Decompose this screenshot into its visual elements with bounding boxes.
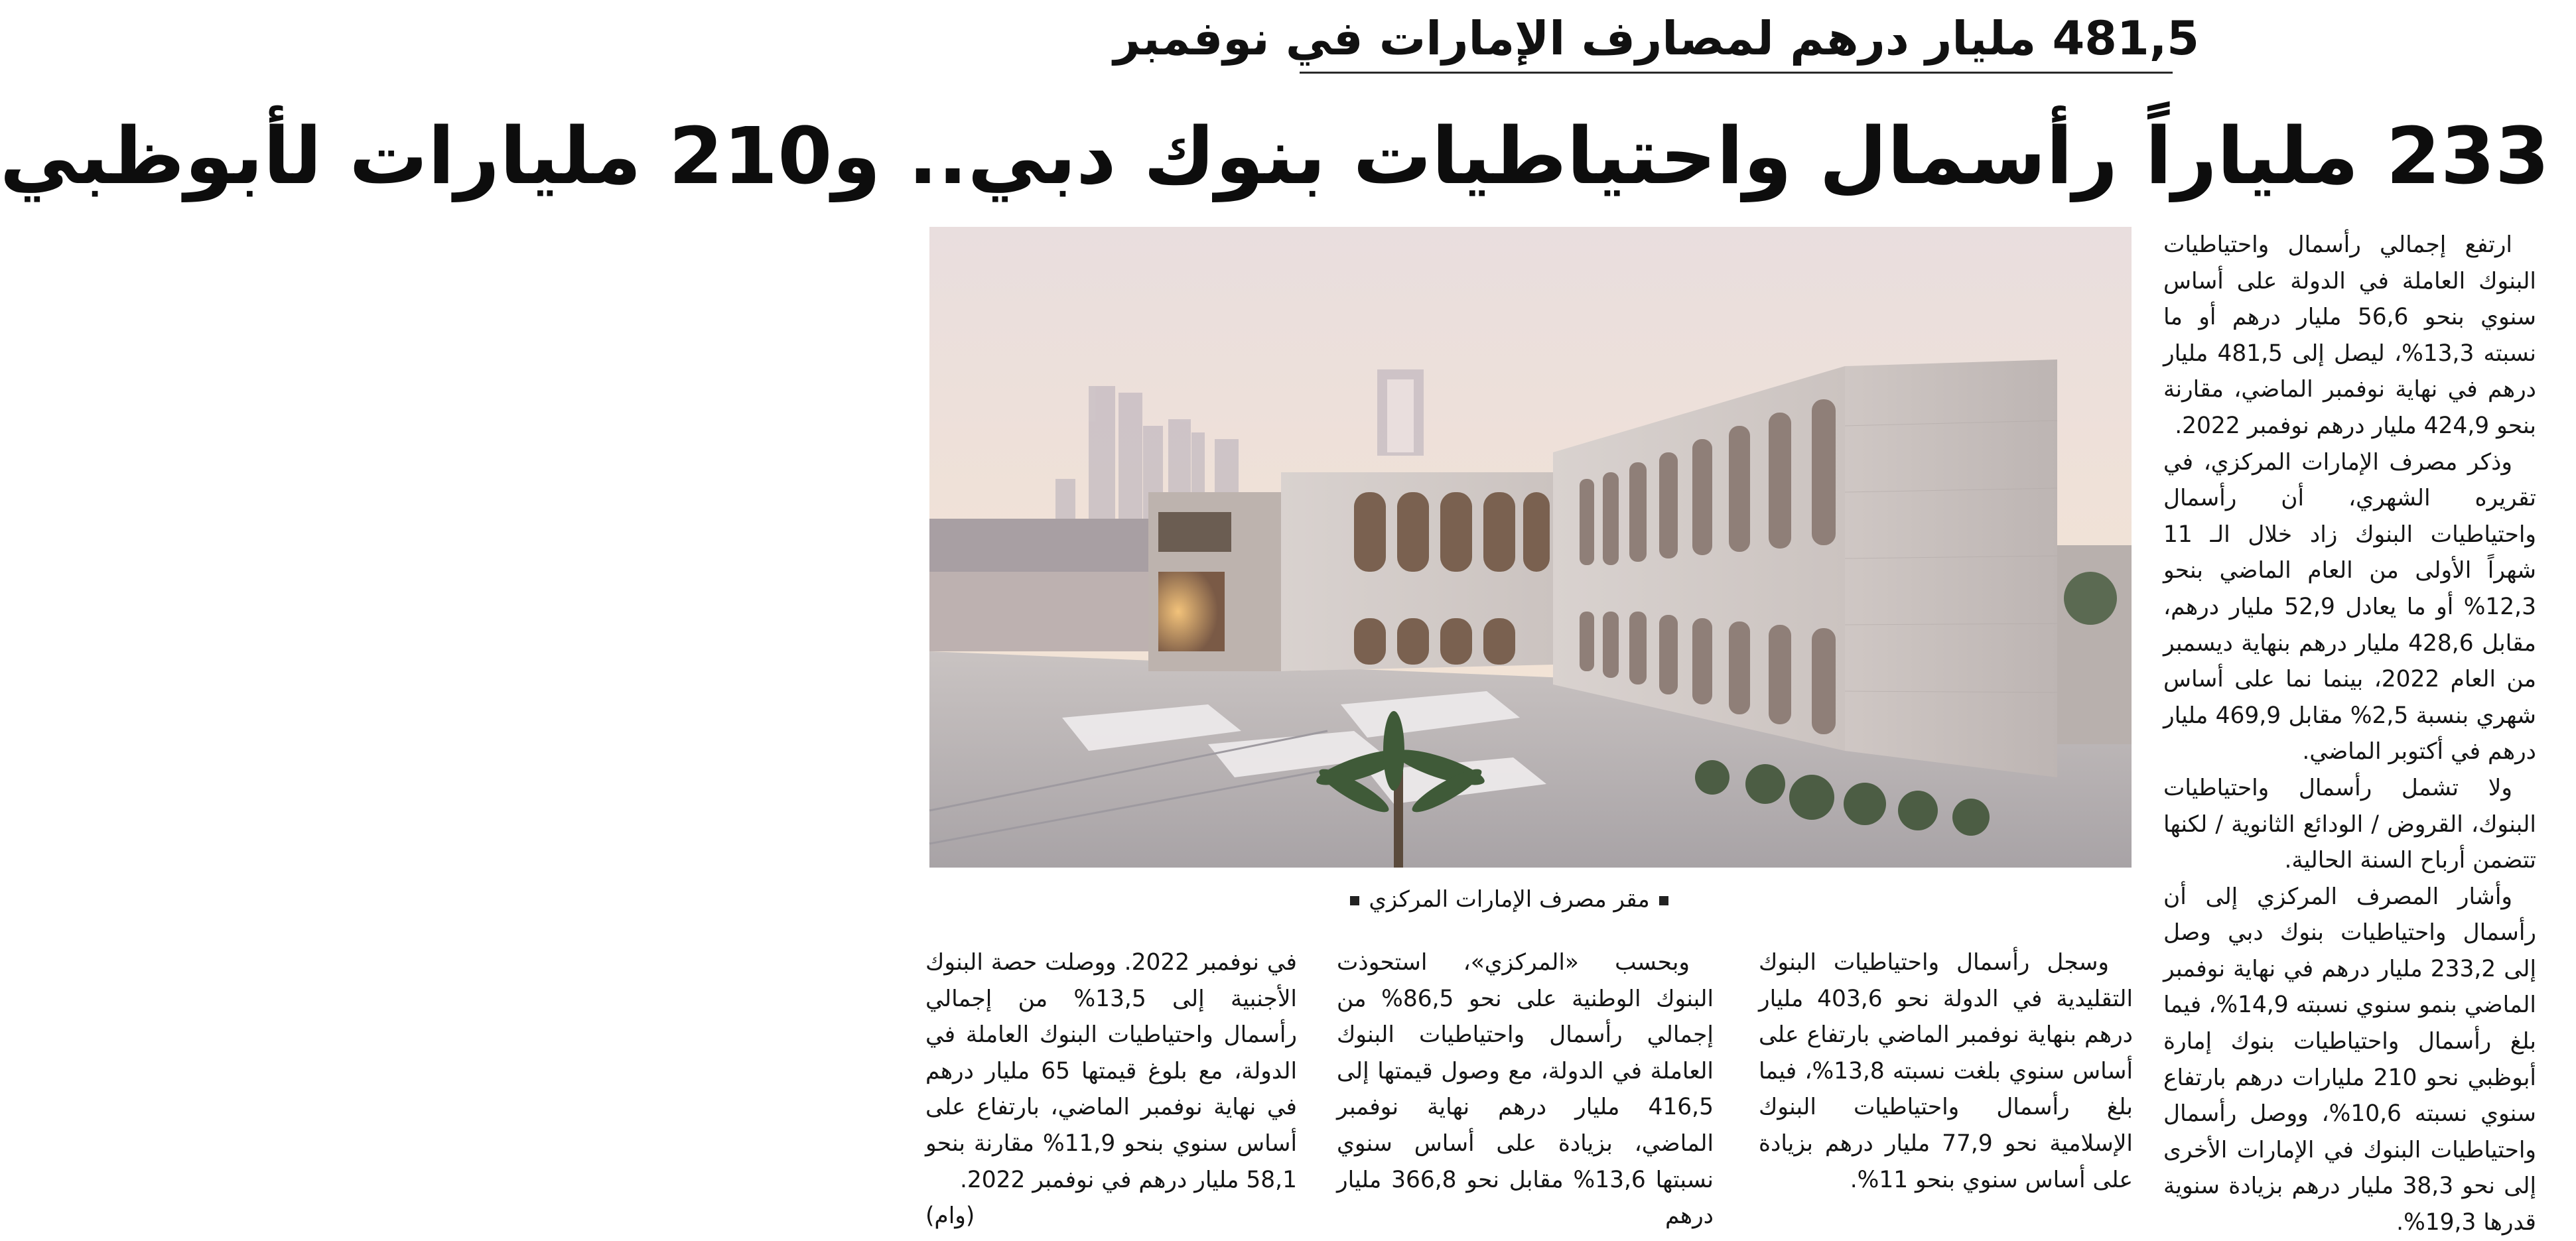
caption-bullet-icon — [1659, 896, 1668, 905]
news-agency-credit: (وام) — [925, 1203, 975, 1230]
paragraph: ولا تشمل رأسمال واحتياطيات البنوك، القروض / الودائع الثانوية / لكنها تتضمن أرباح السنة الحالية. — [2163, 774, 2536, 874]
caption-text: مقر مصرف الإمارات المركزي — [1369, 886, 1650, 913]
main-headline: 233 ملياراً رأسمال واحتياطيات بنوك دبي.. و210 مليارات لأبوظبي — [0, 110, 2549, 202]
photo-caption — [1323, 880, 1695, 919]
paragraph-text: في نوفمبر 2022. ووصلت حصة البنوك الأجنبية إلى 13,5% من إجمالي رأسمال واحتياطيات البنوك العاملة في الدولة، مع بلوغ قيمتها 65 مليار درهم في نهاية نوفمبر الماضي، بارتفاع على أساس سنوي بنحو 11,9% مقارنة بنحو 58,1 مليار درهم في نوفمبر 2022. — [925, 949, 1297, 1193]
paragraph: وسجل رأسمال واحتياطيات البنوك التقليدية في الدولة نحو 403,6 مليار درهم بنهاية نوفمبر الماضي بارتفاع على أساس سنوي بلغت نسبته 13,8%، فيما بلغ رأسمال واحتياطيات البنوك الإسلامية نحو 77,9 مليار درهم بزيادة على أساس سنوي بنحو 11%. — [1759, 949, 2134, 1193]
kicker-divider — [1300, 72, 2173, 74]
article-column-main — [2163, 227, 2537, 1236]
building-photo-illustration — [929, 227, 2132, 868]
building-photo — [929, 227, 2132, 868]
caption-bullet-icon — [1350, 896, 1359, 905]
paragraph: وذكر مصرف الإمارات المركزي، في تقريره الشهري، أن رأسمال واحتياطيات البنوك زاد خلال الـ 11 شهراً الأولى من العام الماضي بنحو 12,3% أو ما يعادل 52,9 مليار درهم، مقابل 428,6 مليار درهم بنهاية ديسمبر من العام 2022، بينما نما على أساس شهري بنسبة 2,5% مقابل 469,9 مليار درهم في أكتوبر الماضي. — [2163, 448, 2537, 765]
paragraph: ارتفع إجمالي رأسمال واحتياطيات البنوك العاملة في الدولة على أساس سنوي بنحو 56,6 مليار درهم أو ما نسبته 13,3%، ليصل إلى 481,5 مليار درهم في نهاية نوفمبر الماضي، مقارنة بنحو 424,9 مليار درهم نوفمبر 2022. — [2163, 231, 2536, 439]
kicker-headline: 481,5 مليار درهم لمصارف الإمارات في نوفمبر — [1113, 11, 2199, 66]
article-column-c — [925, 945, 1297, 1230]
paragraph — [925, 945, 1297, 1230]
article-column-b — [1337, 945, 1714, 1230]
article-column-a — [1759, 945, 2133, 1210]
paragraph: وبحسب «المركزي»، استحوذت البنوك الوطنية على نحو 86,5% من إجمالي رأسمال واحتياطيات البنوك العاملة في الدولة، مع وصول قيمتها إلى 416,5 مليار درهم نهاية نوفمبر الماضي، بزيادة على أساس سنوي نسبتها 13,6% مقابل نحو 366,8 مليار درهم — [1337, 949, 1714, 1230]
paragraph: وأشار المصرف المركزي إلى أن رأسمال واحتياطيات بنوك دبي وصل إلى 233,2 مليار درهم في نهاية نوفمبر الماضي بنمو سنوي نسبته 14,9%، فيما بلغ رأسمال واحتياطيات بنوك إمارة أبوظبي نحو 210 مليارات درهم بارتفاع سنوي نسبته 10,6%، ووصل رأسمال واحتياطيات البنوك في الإمارات الأخرى إلى نحو 38,3 مليار درهم بزيادة سنوية قدرها 19,3%. — [2163, 883, 2536, 1236]
